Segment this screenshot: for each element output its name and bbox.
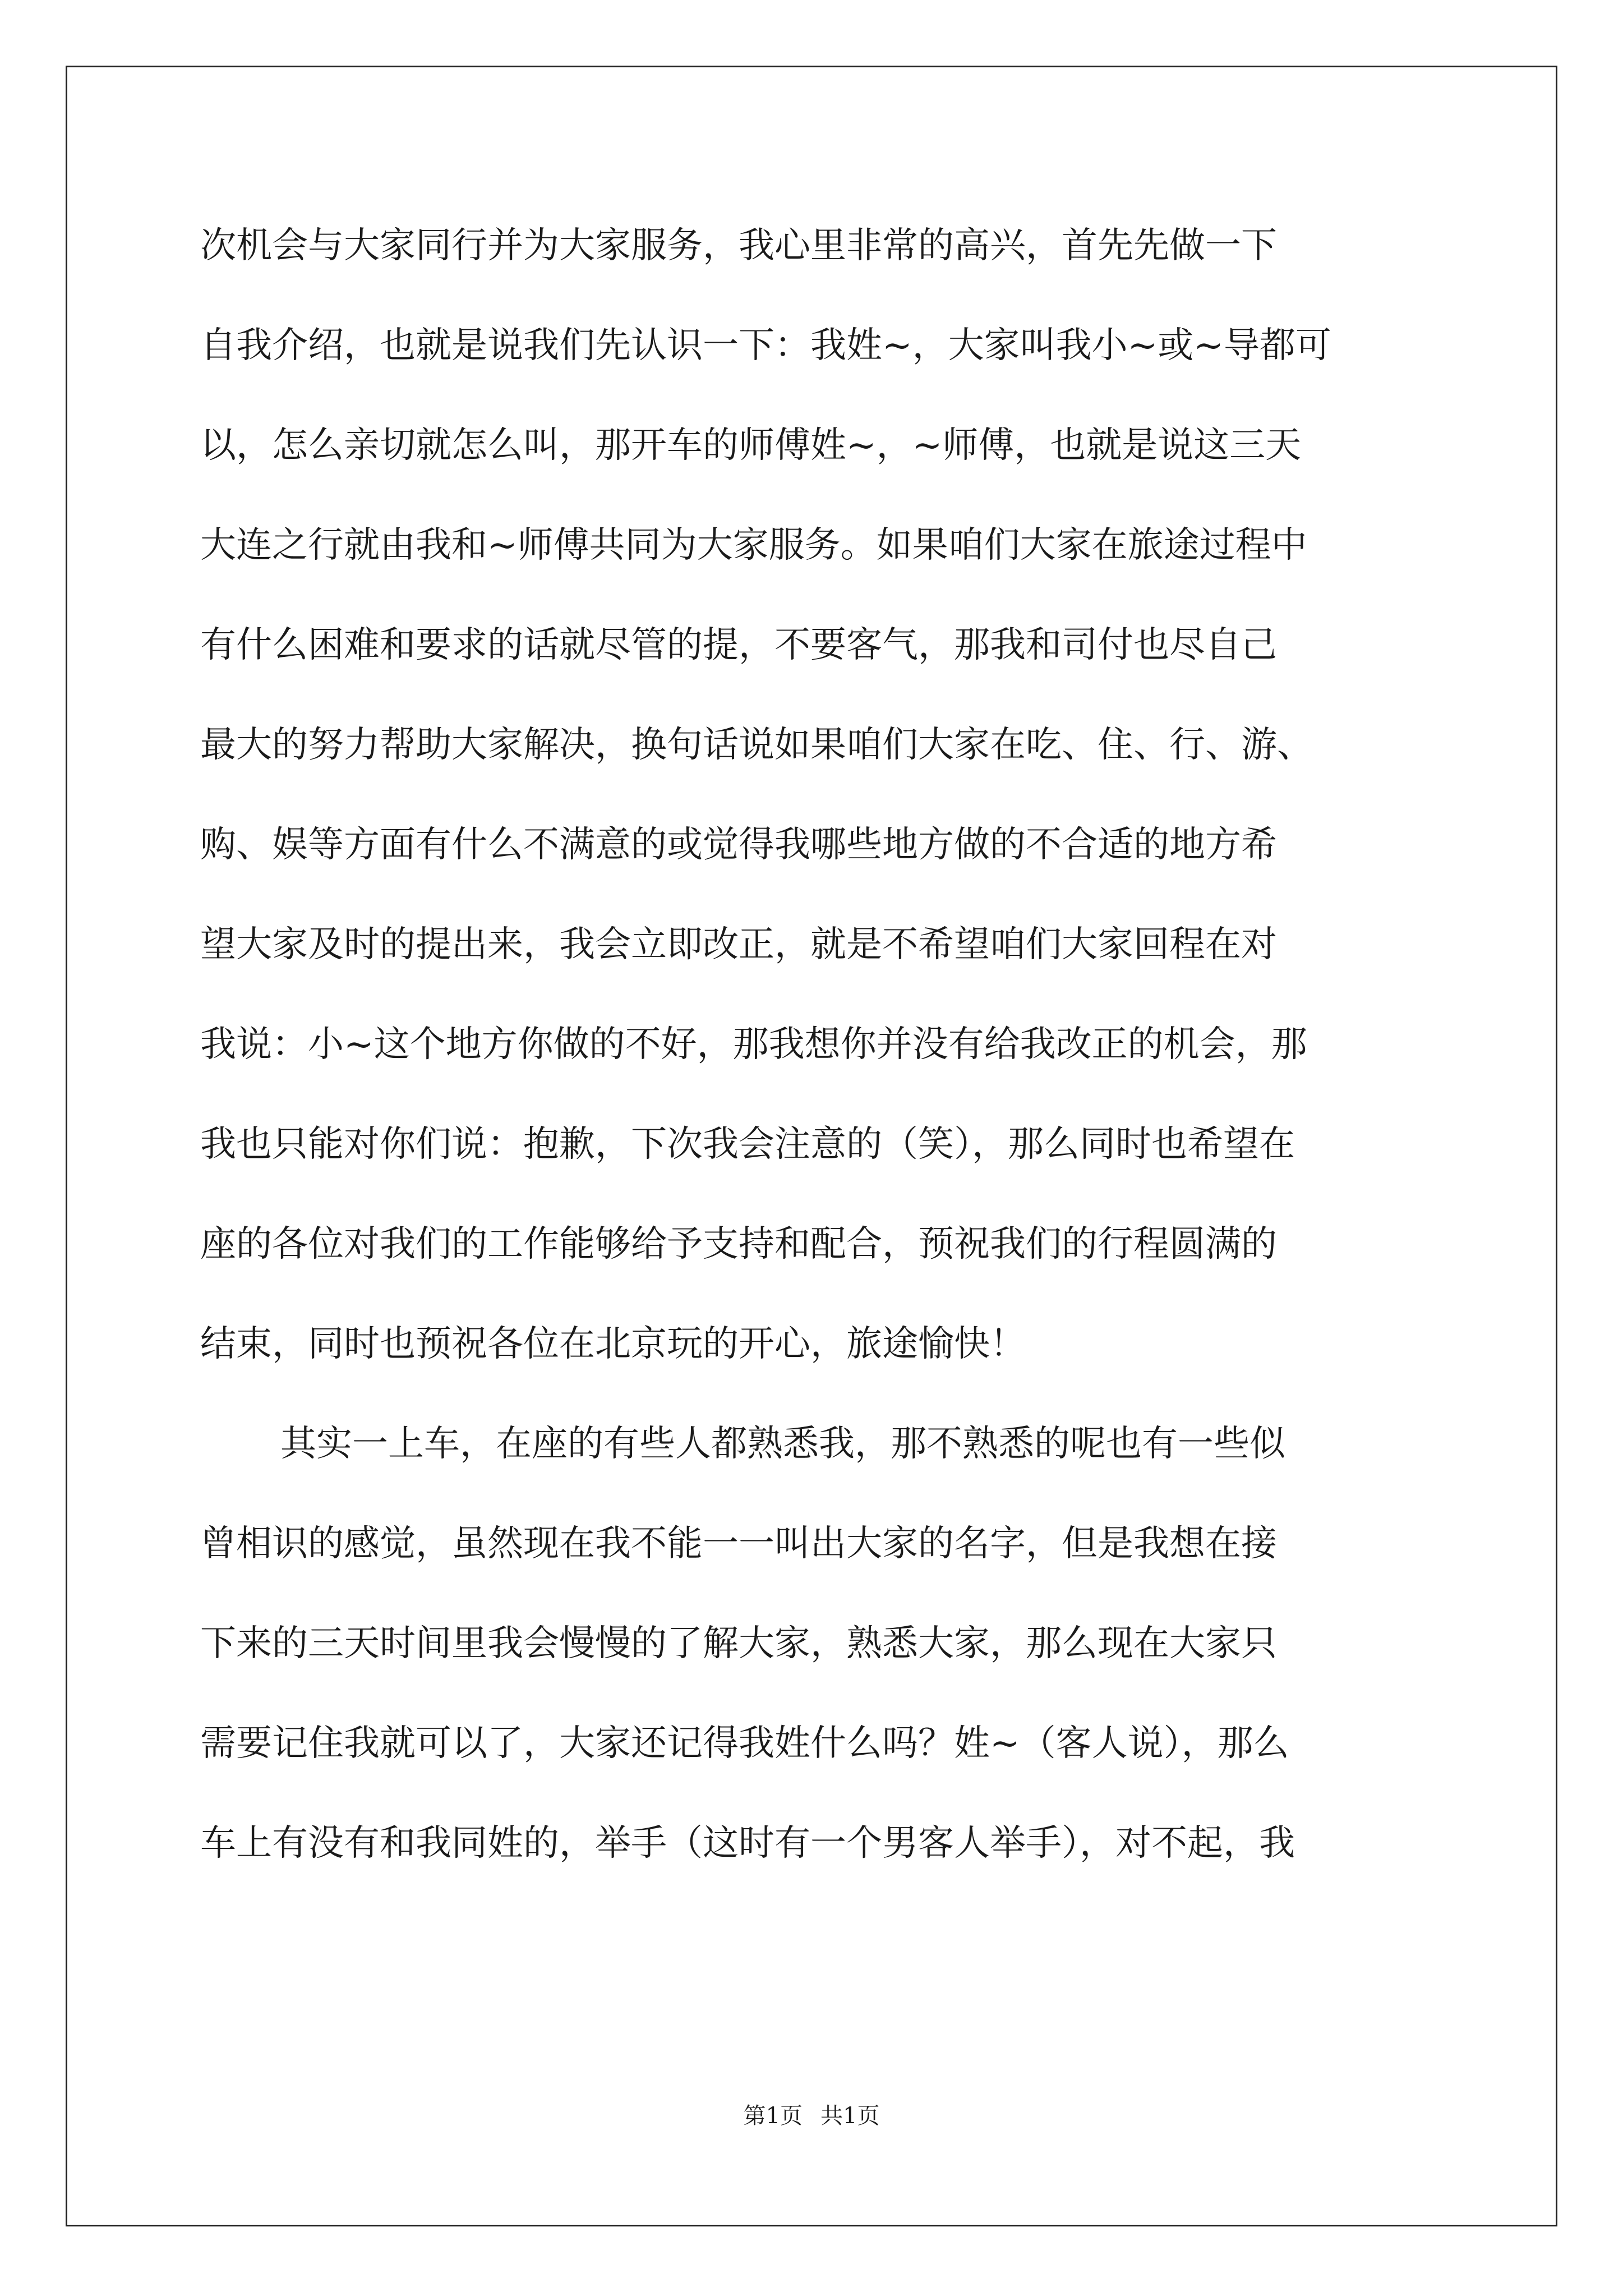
page-number-total: 共1页 bbox=[820, 2103, 880, 2129]
text-line: 曾相识的感觉，虽然现在我不能一一叫出大家的名字，但是我想在接 bbox=[200, 1523, 1277, 1565]
text-line: 其实一上车，在座的有些人都熟悉我，那不熟悉的呢也有一些似 bbox=[280, 1423, 1285, 1465]
text-line: 购、娱等方面有什么不满意的或觉得我哪些地方做的不合适的地方希 bbox=[200, 824, 1277, 866]
document-body bbox=[200, 212, 1434, 1910]
text-line: 最大的努力帮助大家解决，换句话说如果咱们大家在吃、住、行、游、 bbox=[200, 724, 1313, 766]
text-line: 结束，同时也预祝各位在北京玩的开心，旅途愉快！ bbox=[200, 1323, 1026, 1365]
text-line: 以，怎么亲切就怎么叫，那开车的师傅姓~，~师傅，也就是说这三天 bbox=[200, 425, 1302, 466]
text-line: 车上有没有和我同姓的，举手（这时有一个男客人举手），对不起，我 bbox=[200, 1823, 1295, 1864]
text-line: 下来的三天时间里我会慢慢的了解大家，熟悉大家，那么现在大家只 bbox=[200, 1623, 1277, 1664]
text-line: 需要记住我就可以了，大家还记得我姓什么吗？姓~（客人说），那么 bbox=[200, 1723, 1289, 1764]
text-line: 我说：小~这个地方你做的不好，那我想你并没有给我改正的机会，那 bbox=[200, 1024, 1307, 1065]
text-line: 有什么困难和要求的话就尽管的提，不要客气，那我和司付也尽自己 bbox=[200, 624, 1277, 666]
page-footer bbox=[0, 2099, 1623, 2133]
text-line: 座的各位对我们的工作能够给予支持和配合，预祝我们的行程圆满的 bbox=[200, 1223, 1277, 1265]
text-line: 自我介绍，也就是说我们先认识一下：我姓~，大家叫我小~或~导都可 bbox=[200, 325, 1331, 366]
text-line: 次机会与大家同行并为大家服务，我心里非常的高兴，首先先做一下 bbox=[200, 225, 1277, 266]
text-line: 我也只能对你们说：抱歉，下次我会注意的（笑），那么同时也希望在 bbox=[200, 1124, 1295, 1165]
text-line: 大连之行就由我和~师傅共同为大家服务。如果咱们大家在旅途过程中 bbox=[200, 524, 1307, 566]
text-line: 望大家及时的提出来，我会立即改正，就是不希望咱们大家回程在对 bbox=[200, 924, 1277, 965]
page-number-current: 第1页 bbox=[743, 2103, 803, 2129]
